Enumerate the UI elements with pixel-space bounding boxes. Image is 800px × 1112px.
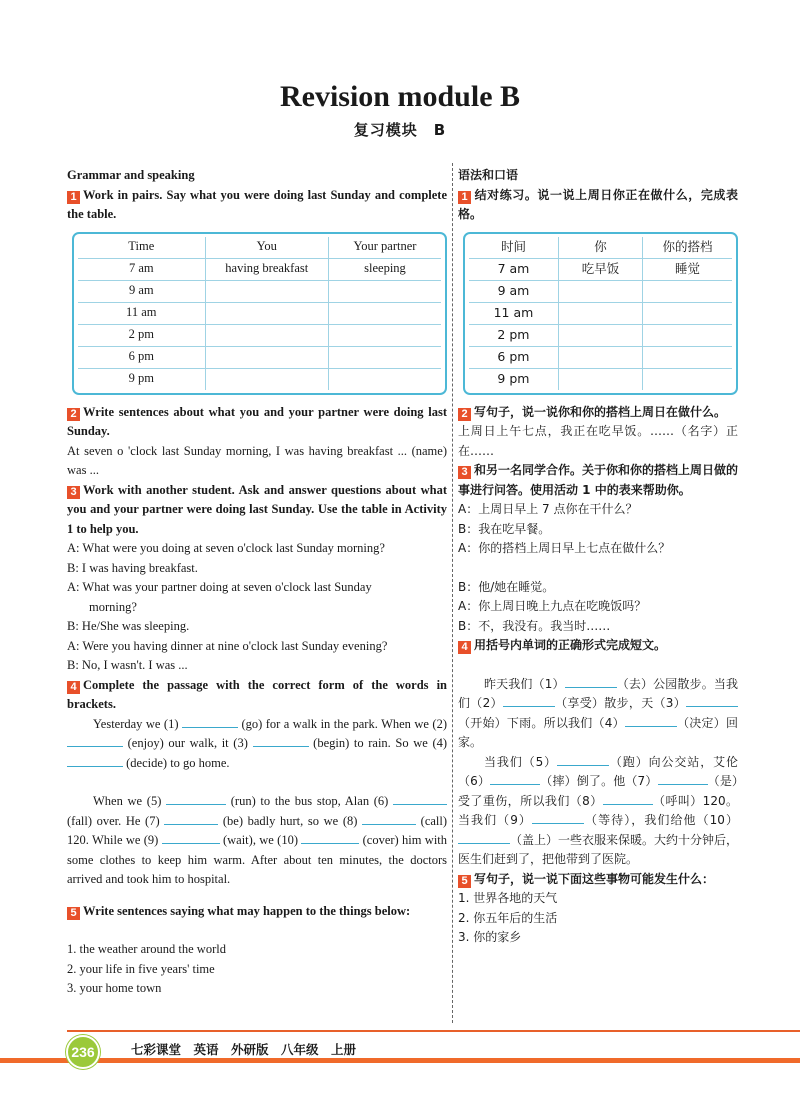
activity-4-instruction: 4 用括号内单词的正确形式完成短文。: [458, 636, 738, 656]
answer-blank[interactable]: [253, 734, 309, 747]
activity-number-badge: 3: [458, 466, 471, 479]
table-row: [469, 368, 732, 390]
passage-paragraph: When we (5) (run) to the bus stop, Alan (6) (fall) over. He (7) (be) badly hurt, so we (8) (call) 120. While we (9) (wait), we (10) (cover) him with some clothes to keep him warm. After about ten minutes, the doctors arrived and took him to hospital.: [67, 794, 448, 886]
answer-blank[interactable]: [490, 772, 540, 785]
activity-number-badge: 5: [458, 875, 471, 888]
passage-paragraph: 昨天我们（1） （去）公园散步。当我们（2） （享受）散步，天（3）（开始）下雨。所以我们（4） （决定）回家。: [458, 676, 738, 749]
table-header-cell: Time: [78, 237, 205, 259]
table-cell[interactable]: [205, 368, 328, 390]
table-cell[interactable]: having breakfast: [205, 258, 328, 280]
footer-band: [0, 1058, 800, 1063]
table-cell[interactable]: [558, 324, 642, 346]
activity-number-badge: 1: [458, 191, 471, 204]
answer-blank[interactable]: [603, 792, 653, 805]
list-item: 1. 世界各地的天气: [458, 891, 558, 905]
chinese-column: [458, 166, 738, 948]
table-header-cell: 时间: [469, 237, 558, 259]
table-cell[interactable]: [328, 346, 441, 368]
table-header-cell: You: [205, 237, 328, 259]
table-cell[interactable]: [558, 280, 642, 302]
dialogue-line: B: I was having breakfast.: [67, 560, 198, 575]
activity-5-instruction: 5 写句子，说一说下面这些事物可能发生什么：: [458, 870, 738, 890]
activity-number-badge: 2: [67, 408, 80, 421]
page-title: Revision module B: [279, 80, 521, 113]
activity-1-table: [72, 232, 447, 395]
answer-blank[interactable]: [565, 675, 617, 688]
table-cell: 9 am: [469, 280, 558, 302]
answer-blank[interactable]: [458, 831, 510, 844]
dialogue-line: morning?: [89, 599, 137, 614]
dialogue-line: B：他/她在睡觉。: [458, 579, 555, 594]
answer-blank[interactable]: [532, 811, 584, 824]
activity-4-instruction: 4 Complete the passage with the correct form of the words in brackets.: [67, 677, 447, 711]
table-row: [469, 302, 732, 324]
activity-number-badge: 4: [458, 641, 471, 654]
answer-blank[interactable]: [301, 831, 359, 844]
dialogue-line: A: What were you doing at seven o'clock last Sunday morning?: [67, 541, 385, 555]
activity-1-table: [463, 232, 738, 395]
activity-1-instruction: 1 结对练习。说一说上周日你正在做什么，完成表格。: [458, 187, 738, 221]
activity-number-badge: 2: [458, 408, 471, 421]
answer-blank[interactable]: [686, 694, 738, 707]
activity-2-example: At seven o 'clock last Sunday morning, I was having breakfast ... (name) was ...: [67, 443, 447, 477]
activity-2-instruction: 2 Write sentences about what you and your partner were doing last Sunday.: [67, 404, 447, 438]
activity-number-badge: 3: [67, 486, 80, 499]
list-item: 1. the weather around the world: [67, 942, 226, 956]
table-cell: 6 pm: [469, 346, 558, 368]
answer-blank[interactable]: [162, 831, 220, 844]
activity-number-badge: 4: [67, 681, 80, 694]
dialogue-line: A: What was your partner doing at seven o'clock last Sunday: [67, 580, 372, 594]
answer-blank[interactable]: [182, 715, 238, 728]
table-cell: 9 am: [78, 280, 205, 302]
answer-blank[interactable]: [67, 734, 123, 747]
table-cell[interactable]: [328, 280, 441, 302]
activity-2-instruction: 2 写句子，说一说你和你的搭档上周日在做什么。: [458, 403, 738, 423]
table-cell[interactable]: [328, 324, 441, 346]
table-row: [469, 346, 732, 368]
table-cell: 2 pm: [469, 324, 558, 346]
page-number-badge: 236: [66, 1035, 100, 1069]
table-row: [469, 324, 732, 346]
table-cell[interactable]: [205, 324, 328, 346]
section-heading: 语法和口语: [458, 168, 519, 182]
list-item: 3. your home town: [67, 981, 162, 995]
table-cell: 9 pm: [78, 368, 205, 390]
dialogue-line: A：上周日早上 7 点你在干什么？: [458, 502, 638, 516]
table-header-row: [469, 237, 732, 259]
activity-1-instruction: 1 Work in pairs. Say what you were doing last Sunday and complete the table.: [67, 187, 447, 221]
page-subtitle: 复习模块 B: [353, 121, 447, 139]
dialogue-line: B: No, I wasn't. I was ...: [67, 658, 188, 672]
table-cell[interactable]: [205, 302, 328, 324]
answer-blank[interactable]: [625, 714, 677, 727]
answer-blank[interactable]: [362, 812, 416, 825]
dialogue-line: B：我在吃早餐。: [458, 521, 551, 536]
answer-blank[interactable]: [557, 753, 609, 766]
table-cell[interactable]: [643, 368, 732, 390]
table-row: [78, 324, 441, 346]
list-item: 2. 你五年后的生活: [458, 910, 558, 925]
table-cell: 6 pm: [78, 346, 205, 368]
answer-blank[interactable]: [658, 772, 708, 785]
activity-2-example: 上周日上午七点，我正在吃早饭。……（名字）正在……: [458, 424, 738, 458]
book-title: 七彩课堂 英语 外研版 八年级 上册: [131, 1042, 357, 1057]
dialogue-line: B：不，我没有。我当时……: [458, 618, 611, 633]
table-cell: 7 am: [78, 258, 205, 280]
table-cell[interactable]: 吃早饭: [558, 258, 642, 280]
table-row: [78, 258, 441, 280]
table-cell: 9 pm: [469, 368, 558, 390]
table-cell: 11 am: [469, 302, 558, 324]
table-row: [469, 258, 732, 280]
activity-number-badge: 5: [67, 907, 80, 920]
passage-paragraph: Yesterday we (1) (go) for a walk in the park. When we (2) (enjoy) our walk, it (3) (begin) to rain. So we (4) (decide) to go home.: [67, 715, 447, 774]
table-header-cell: Your partner: [328, 237, 441, 259]
answer-blank[interactable]: [503, 694, 555, 707]
table-cell: 7 am: [469, 258, 558, 280]
section-heading: Grammar and speaking: [67, 168, 195, 182]
table-cell[interactable]: 睡觉: [643, 258, 732, 280]
table-cell[interactable]: [558, 302, 642, 324]
answer-blank[interactable]: [166, 792, 226, 805]
table-row: [78, 368, 441, 390]
table-cell[interactable]: sleeping: [328, 258, 441, 280]
table-cell[interactable]: [205, 280, 328, 302]
answer-blank[interactable]: [164, 812, 218, 825]
passage-paragraph: 当我们（5） （跑）向公交站，艾伦（6） （摔）倒了。他（7） （是）受了重伤，所以我们（8） （呼叫）120。当我们（9） （等待），我们给他（10）（盖上）一些衣服来保暖。大约十分钟后，医生们赶到了，把他带到了医院。: [458, 754, 739, 866]
table-row: [78, 302, 441, 324]
dialogue-line: A：你上周日晚上九点在吃晚饭吗？: [458, 599, 647, 613]
answer-blank[interactable]: [67, 754, 123, 767]
footer-rule: [67, 1030, 800, 1032]
table-header-cell: 你的搭档: [643, 237, 732, 259]
table-cell[interactable]: [643, 280, 732, 302]
table-row: [78, 346, 441, 368]
dialogue-line: A: Were you having dinner at nine o'clock last Sunday evening?: [67, 638, 388, 653]
table-row: [78, 280, 441, 302]
table-cell[interactable]: [643, 346, 732, 368]
table-cell[interactable]: [643, 302, 732, 324]
table-cell: 2 pm: [78, 324, 205, 346]
table-cell[interactable]: [328, 302, 441, 324]
list-item: 3. 你的家乡: [458, 930, 522, 944]
table-cell: 11 am: [78, 302, 205, 324]
table-cell[interactable]: [643, 324, 732, 346]
english-column: [67, 166, 447, 999]
list-item: 2. your life in five years' time: [67, 961, 215, 976]
table-cell[interactable]: [558, 368, 642, 390]
table-cell[interactable]: [205, 346, 328, 368]
activity-3-instruction: 3 和另一名同学合作。关于你和你的搭档上周日做的事进行问答。使用活动 1 中的表来帮助你。: [458, 463, 739, 497]
table-header-row: [78, 237, 441, 259]
column-divider: [452, 163, 453, 1023]
table-cell[interactable]: [558, 346, 642, 368]
table-header-cell: 你: [558, 237, 642, 259]
activity-number-badge: 1: [67, 191, 80, 204]
dialogue-line: A：你的搭档上周日早上七点在做什么？: [458, 541, 671, 555]
table-row: [469, 280, 732, 302]
answer-blank[interactable]: [393, 792, 447, 805]
activity-3-instruction: 3 Work with another student. Ask and answer questions about what you and your partner were doing last Sunday. Use the table in Activity 1 to help you.: [67, 482, 447, 536]
dialogue-line: B: He/She was sleeping.: [67, 619, 190, 633]
activity-5-instruction: 5 Write sentences saying what may happen to the things below:: [67, 902, 447, 922]
table-cell[interactable]: [328, 368, 441, 390]
